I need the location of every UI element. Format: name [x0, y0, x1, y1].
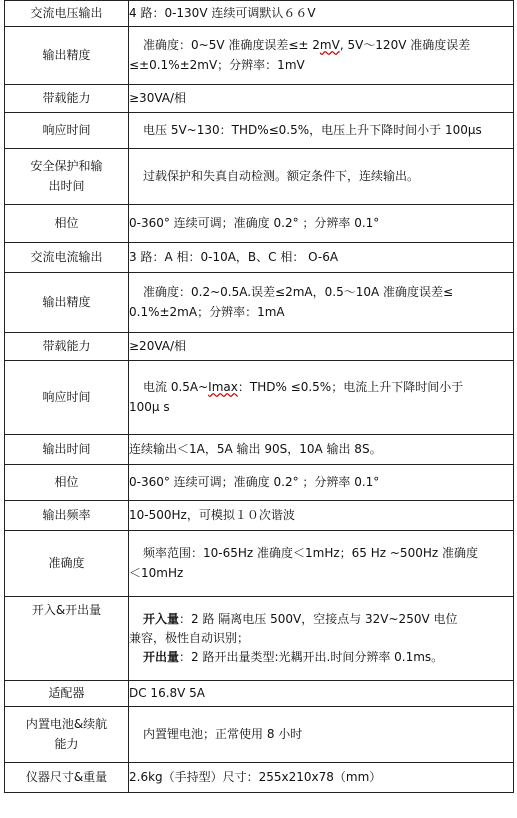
table-row	[5, 465, 514, 501]
table-row	[5, 681, 514, 707]
row-label: 输出精度	[5, 27, 129, 85]
row-value: ≥20VA/相	[129, 333, 514, 361]
row-value	[129, 27, 514, 85]
value-heading: 开出量	[143, 650, 180, 665]
row-label: 带载能力	[5, 85, 129, 113]
row-value	[129, 273, 514, 333]
spec-table	[4, 0, 514, 793]
table-row	[5, 243, 514, 273]
value-text: 电流 0.5A~	[143, 380, 209, 395]
value-line: 频率范围：10-65Hz 准确度＜1mHz；65 Hz ~500Hz 准确度	[143, 546, 478, 561]
value-text: ：2 路开出量类型:光耦开出.时间分辨率 0.1ms。	[179, 650, 444, 665]
value-text: 准确度：0~5V 准确度误差≤± 2	[143, 38, 320, 53]
value-line: 100μ s	[129, 399, 170, 414]
table-row	[5, 205, 514, 243]
row-value	[129, 113, 514, 149]
value-text: ：2 路 隔离电压 500V，空接点与 32V~250V 电位	[179, 611, 458, 626]
row-value: 10-500Hz，可模拟１０次谐波	[129, 501, 514, 531]
table-row	[5, 597, 514, 681]
label-line: 安全保护和输	[30, 159, 103, 174]
row-label: 输出频率	[5, 501, 129, 531]
value-line	[129, 610, 513, 629]
table-row	[5, 27, 514, 85]
value-line: 过载保护和失真自动检测。额定条件下，连续输出。	[143, 168, 420, 183]
table-row	[5, 435, 514, 465]
table-row	[5, 113, 514, 149]
value-line	[129, 378, 513, 397]
row-value: 2.6kg（手持型）尺寸：255x210x78（mm）	[129, 763, 514, 793]
row-label: 输出时间	[5, 435, 129, 465]
label-line: 出时间	[48, 178, 85, 193]
row-value: 0-360° 连续可调；准确度 0.2° ；分辨率 0.1°	[129, 205, 514, 243]
value-text: mV	[319, 38, 340, 53]
row-value: DC 16.8V 5A	[129, 681, 514, 707]
row-label: 相位	[5, 465, 129, 501]
table-row	[5, 273, 514, 333]
value-line	[129, 648, 513, 667]
row-value: 4 路：0-130V 连续可调默认６６V	[129, 1, 514, 27]
row-label: 带载能力	[5, 333, 129, 361]
row-label: 交流电流输出	[5, 243, 129, 273]
row-label: 输出精度	[5, 273, 129, 333]
value-line: 0.1%±2mA；分辨率：1mA	[129, 304, 285, 319]
row-label: 适配器	[5, 681, 129, 707]
row-label: 开入&开出量	[5, 597, 129, 681]
value-line: ＜10mHz	[129, 565, 184, 580]
row-label	[5, 707, 129, 763]
table-row	[5, 763, 514, 793]
value-text: Imax	[208, 380, 238, 395]
row-value: 3 路：A 相：0-10A，B、C 相： O-6A	[129, 243, 514, 273]
row-value	[129, 361, 514, 435]
table-row	[5, 1, 514, 27]
value-line: 电压 5V~130：THD%≤0.5%，电压上升下降时间小于 100μs	[143, 122, 482, 137]
value-text: ：THD% ≤0.5%；电流上升下降时间小于	[237, 380, 464, 395]
table-row	[5, 85, 514, 113]
table-row	[5, 361, 514, 435]
row-label: 准确度	[5, 531, 129, 597]
table-row	[5, 707, 514, 763]
row-value	[129, 707, 514, 763]
label-line: 能力	[54, 736, 79, 751]
row-value: 连续输出＜1A，5A 输出 90S，10A 输出 8S。	[129, 435, 514, 465]
value-line: 准确度：0.2~0.5A.误差≤2mA，0.5～10A 准确度误差≤	[143, 285, 454, 300]
label-line: 内置电池&续航	[25, 717, 108, 732]
value-line: 兼容，极性自动识别；	[129, 630, 250, 645]
table-row	[5, 531, 514, 597]
value-line: ≤±0.1%±2mV；分辨率：1mV	[129, 57, 305, 72]
table-row	[5, 501, 514, 531]
row-label: 响应时间	[5, 361, 129, 435]
row-label: 交流电压输出	[5, 1, 129, 27]
value-line: 内置锂电池；正常使用 8 小时	[143, 726, 303, 741]
row-value: 0-360° 连续可调；准确度 0.2° ；分辨率 0.1°	[129, 465, 514, 501]
row-label: 相位	[5, 205, 129, 243]
row-label: 响应时间	[5, 113, 129, 149]
row-label	[5, 149, 129, 205]
table-row	[5, 149, 514, 205]
row-label: 仪器尺寸&重量	[5, 763, 129, 793]
value-heading: 开入量	[143, 611, 180, 626]
table-row	[5, 333, 514, 361]
row-value	[129, 531, 514, 597]
value-text: , 5V～120V 准确度误差	[339, 38, 471, 53]
value-line	[129, 36, 513, 55]
row-value	[129, 597, 514, 681]
row-value: ≥30VA/相	[129, 85, 514, 113]
row-value	[129, 149, 514, 205]
